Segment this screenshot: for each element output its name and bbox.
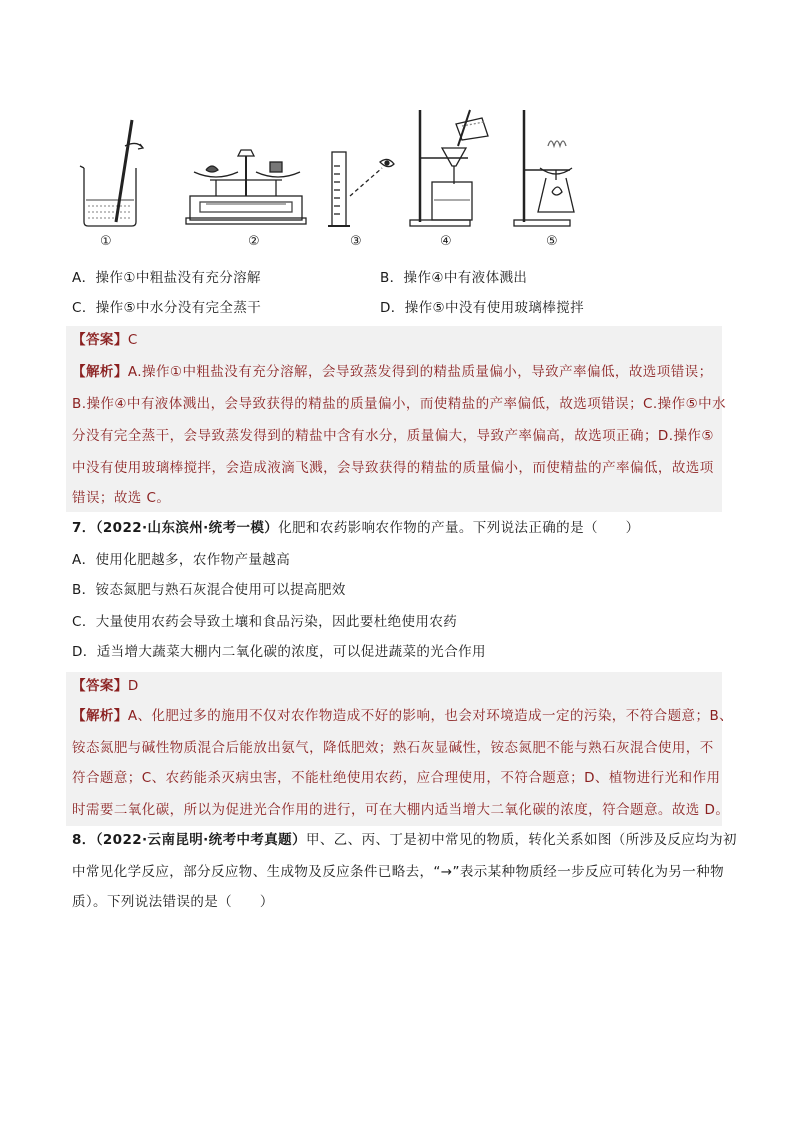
figure-label-3: ③ — [350, 234, 362, 249]
q6-answer-value: C — [127, 332, 138, 348]
q6-analysis-line-5: 错误；故选 C。 — [72, 490, 171, 506]
q6-option-c: C．操作⑤中水分没有完全蒸干 — [72, 300, 262, 316]
figure-label-1: ① — [100, 234, 112, 249]
q7-number: 7． — [72, 520, 96, 536]
q6-answer-tag: 【答案】 — [72, 332, 128, 348]
figure-label-2: ② — [248, 234, 260, 249]
q8-stem-line-3: 质）。下列说法错误的是（ ） — [72, 894, 274, 910]
q7-option-b: B．铵态氮肥与熟石灰混合使用可以提高肥效 — [72, 582, 346, 598]
q6-analysis-line-4: 中没有使用玻璃棒搅拌，会造成液滴飞溅，会导致获得的精盐的质量偏小，而使精盐的产率偏低，故选项 — [72, 460, 714, 476]
q8-stem-1: 甲、乙、丙、丁是初中常见的物质，转化关系如图（所涉及反应均为初 — [305, 832, 737, 848]
q7-stem-line — [72, 518, 640, 538]
q7-answer-tag: 【答案】 — [72, 678, 128, 694]
q6-answer-line — [72, 330, 138, 350]
q7-option-a: A．使用化肥越多，农作物产量越高 — [72, 552, 291, 568]
q7-answer-line — [72, 676, 139, 696]
q7-stem: 化肥和农药影响农作物的产量。下列说法正确的是（ ） — [278, 520, 640, 536]
q7-answer-value: D — [127, 678, 139, 694]
q8-stem-line-1 — [72, 830, 737, 850]
q6-analysis-line-3: 分没有完全蒸干，会导致蒸发得到的精盐中含有水分，质量偏大，导致产率偏高，故选项正确；D.操作⑤ — [72, 428, 714, 444]
q8-number: 8． — [72, 832, 96, 848]
q7-option-d: D．适当增大蔬菜大棚内二氧化碳的浓度，可以促进蔬菜的光合作用 — [72, 644, 486, 660]
apparatus-drawing — [70, 100, 610, 255]
q7-option-c: C．大量使用农药会导致土壤和食品污染，因此要杜绝使用农药 — [72, 614, 458, 630]
q7-analysis-line-2: 铵态氮肥与碱性物质混合后能放出氨气，降低肥效；熟石灰显碱性，铵态氮肥不能与熟石灰混合使用，不 — [72, 740, 714, 756]
q7-analysis-tag: 【解析】 — [72, 708, 128, 724]
q7-analysis-line-3: 符合题意；C、农药能杀灭病虫害，不能杜绝使用农药，应合理使用，不符合题意；D、植物进行光和作用 — [72, 770, 721, 786]
q6-option-a: A．操作①中粗盐没有充分溶解 — [72, 270, 261, 286]
figure-label-5: ⑤ — [546, 234, 558, 249]
q7-analysis-line-4: 时需要二氧化碳，所以为促进光合作用的进行，可在大棚内适当增大二氧化碳的浓度，符合题意。故选 D。 — [72, 802, 730, 818]
q6-analysis-text-1: A.操作①中粗盐没有充分溶解，会导致蒸发得到的精盐质量偏小，导致产率偏低，故选项错误； — [127, 364, 713, 380]
apparatus-figure — [70, 100, 610, 255]
figure-label-4: ④ — [440, 234, 452, 249]
q7-answer-block — [66, 672, 734, 826]
q7-analysis-line-1 — [72, 706, 733, 726]
q6-analysis-tag: 【解析】 — [72, 364, 128, 380]
q8-source: （2022·云南昆明·统考中考真题） — [95, 832, 306, 848]
q7-source: （2022·山东滨州·统考一模） — [95, 520, 279, 536]
q6-option-b: B．操作④中有液体溅出 — [380, 270, 528, 286]
q8-stem-line-2: 中常见化学反应，部分反应物、生成物及反应条件已略去，“→”表示某种物质经一步反应可转化为另一种物 — [72, 864, 724, 880]
q6-analysis-line-2: B.操作④中有液体溅出，会导致获得的精盐的质量偏小，而使精盐的产率偏低，故选项错误；C.操作⑤中水 — [72, 396, 727, 412]
q6-analysis-line-1 — [72, 362, 713, 382]
q6-option-d: D．操作⑤中没有使用玻璃棒搅拌 — [380, 300, 584, 316]
q6-answer-block — [66, 326, 727, 512]
q7-analysis-text-1: A、化肥过多的施用不仅对农作物造成不好的影响，也会对环境造成一定的污染，不符合题意；B、 — [127, 708, 734, 724]
